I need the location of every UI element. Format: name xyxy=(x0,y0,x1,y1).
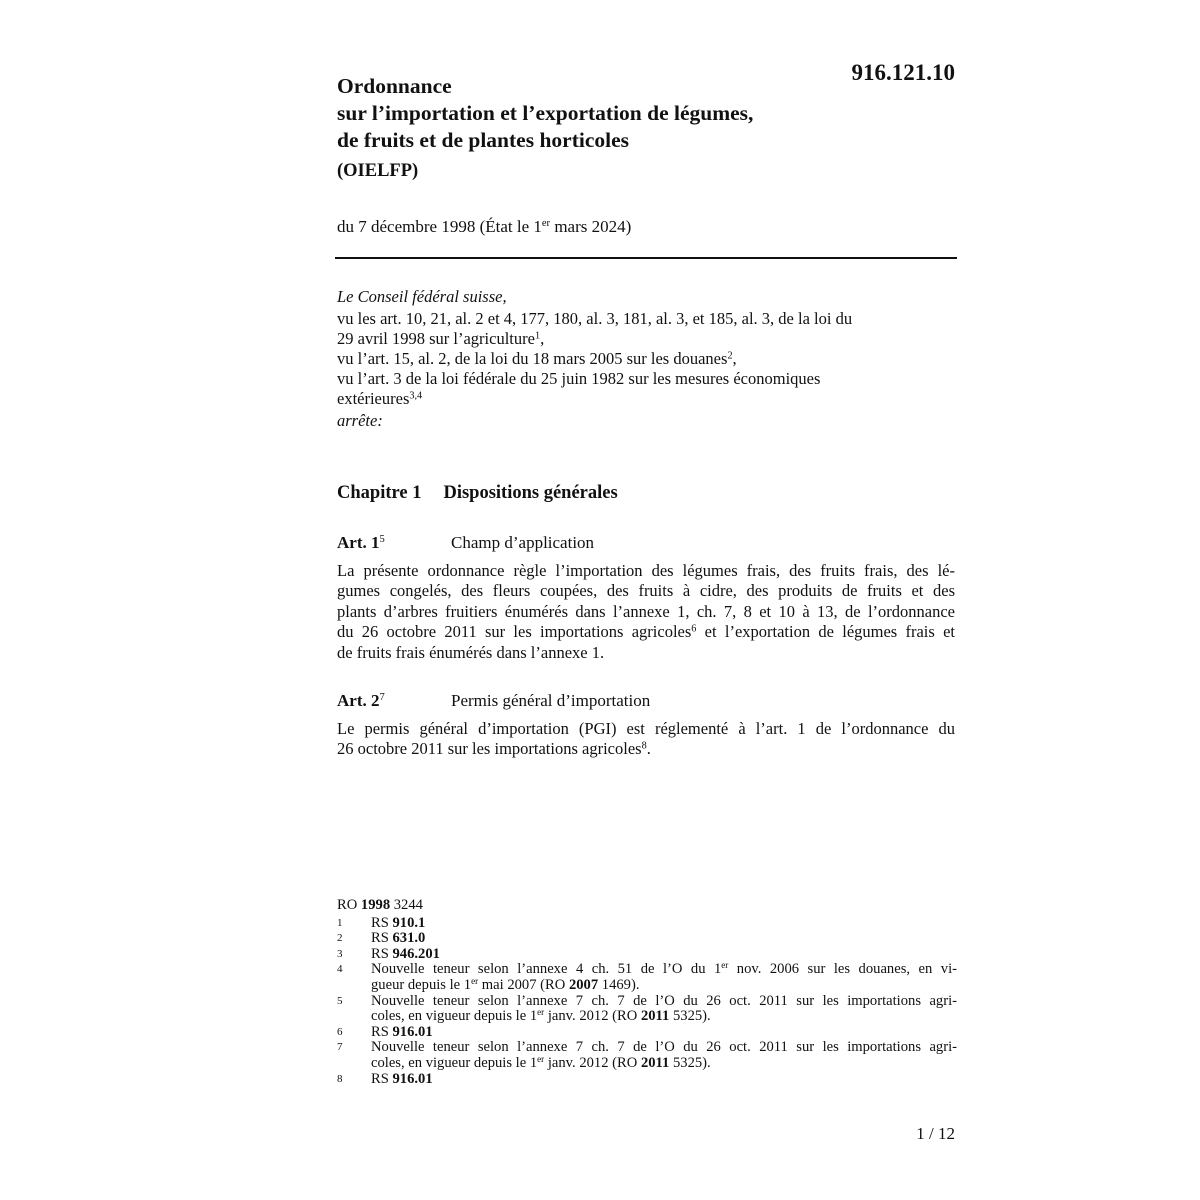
text-line: de fruits frais énumérés dans l’annexe 1. xyxy=(337,642,605,662)
article-title: Permis général d’importation xyxy=(451,691,651,710)
footnote-text: RS 916.01 xyxy=(371,1023,433,1040)
article-heading xyxy=(337,691,957,711)
footnote-ref[interactable]: 2 xyxy=(727,350,733,362)
footnote-text: Nouvelle teneur selon l’annexe 7 ch. 7 de l’O du 26 oct. 2011 sur les importations agri- xyxy=(371,1039,957,1056)
footnote-ref[interactable]: 5 xyxy=(379,534,385,546)
footnote-text: RS 916.01 xyxy=(371,1070,433,1087)
footnote-ref[interactable]: 6 xyxy=(691,623,697,635)
footnote-ref[interactable]: 3,4 xyxy=(409,390,423,402)
issuer: Le Conseil fédéral suisse, xyxy=(337,287,507,306)
text-line: La présente ordonnance règle l’importation des légumes frais, des fruits frais, des lé- xyxy=(337,561,955,580)
footnote-ref[interactable]: 1 xyxy=(534,330,541,342)
footnote xyxy=(337,1040,957,1071)
footnote-number: 1 xyxy=(337,916,343,929)
footnote-number: 8 xyxy=(337,1072,343,1085)
footnote-ref[interactable]: 7 xyxy=(379,692,385,704)
official-compilation-ref: RO 1998 3244 xyxy=(337,897,423,913)
footnote-number: 5 xyxy=(337,994,343,1007)
text-line: Le permis général d’importation (PGI) est réglementé à l’art. 1 de l’ordonnance du xyxy=(337,719,955,738)
decree-word: arrête: xyxy=(337,411,383,430)
footnote-text: RS 946.201 xyxy=(371,945,440,962)
legal-basis-line: vu l’art. 3 de la loi fédérale du 25 juin 1982 sur les mesures économiques xyxy=(337,369,821,388)
article-body xyxy=(337,719,955,760)
footnote xyxy=(337,916,957,932)
title-line: sur l’importation et l’exportation de légumes, xyxy=(337,101,754,125)
header-divider xyxy=(335,257,957,259)
footnote xyxy=(337,962,957,993)
footnote xyxy=(337,994,957,1025)
footnote-text: gueur depuis le 1er mai 2007 (RO 2007 1469). xyxy=(371,976,640,993)
footnote xyxy=(337,1025,957,1041)
text-line: gumes congelés, des fleurs coupées, des fruits à cidre, des produits de fruits et des xyxy=(337,581,955,601)
title-line: Ordonnance xyxy=(337,74,452,98)
article-heading xyxy=(337,533,957,553)
title-line: de fruits et de plantes horticoles xyxy=(337,128,630,152)
footnotes xyxy=(337,898,957,1087)
footnote-number: 2 xyxy=(337,932,343,945)
footnote-text: RS 631.0 xyxy=(371,930,426,947)
footnote-text: Nouvelle teneur selon l’annexe 4 ch. 51 de l’O du 1er nov. 2006 sur les douanes, en vi- xyxy=(371,960,957,978)
article-number: Art. $2^7$ xyxy=(337,691,385,710)
footnote-number: 6 xyxy=(337,1025,343,1038)
footnote-ref[interactable]: 8 xyxy=(641,740,647,752)
text-line: 26 octobre 2011 sur les importations agricoles$^8$. xyxy=(337,739,651,759)
legal-basis-line: vu l’art. 15, al. 2, de la loi du 18 mars 2005 sur les douanes$^2$, xyxy=(337,349,737,368)
footnote-text: coles, en vigueur depuis le 1er janv. 2012 (RO 2011 5325). xyxy=(371,1007,711,1025)
article-title: Champ d’application xyxy=(451,533,595,552)
legal-basis-line: 29 avril 1998 sur l’agriculture$^1$, xyxy=(337,329,545,348)
footnote-text: Nouvelle teneur selon l’annexe 7 ch. 7 de l’O du 26 oct. 2011 sur les importations agri- xyxy=(371,992,957,1009)
footnote-text: coles, en vigueur depuis le 1er janv. 2012 (RO 2011 5325). xyxy=(371,1053,711,1071)
footnote xyxy=(337,1072,957,1088)
rs-number: 916.121.10 xyxy=(851,60,955,85)
footnote-number: 4 xyxy=(337,963,343,976)
article-number: Art. $1^5$ xyxy=(337,533,385,552)
footnote-number: 7 xyxy=(337,1041,343,1054)
ordinance-abbreviation: (OIELFP) xyxy=(337,161,419,181)
chapter-heading xyxy=(337,483,618,504)
text-line: plants d’arbres fruitiers énumérés dans l’annexe 1, ch. 7, 8 et 10 à 13, de l’ordonnance xyxy=(337,601,955,621)
chapter-title: Dispositions générales xyxy=(443,483,618,503)
chapter-number: Chapitre 1 xyxy=(337,483,422,503)
ordinance-title xyxy=(337,73,897,182)
page-number: 1 / 12 xyxy=(916,1124,955,1143)
preamble xyxy=(337,287,957,431)
text-line: du 26 octobre 2011 sur les importations agricoles$^6$ et l’exportation de légumes frais et xyxy=(337,622,956,642)
legal-basis-line: extérieures$^{3,4}$ xyxy=(337,389,423,408)
legal-basis-line: vu les art. 10, 21, al. 2 et 4, 177, 180, al. 3, 181, al. 3, et 185, al. 3, de la loi du xyxy=(337,309,853,328)
footnote-text: RS 910.1 xyxy=(371,914,426,931)
footnote xyxy=(337,931,957,947)
footnote-number: 3 xyxy=(337,947,343,960)
ordinance-date: du 7 décembre 1998 (État le 1er mars 2024) xyxy=(337,217,632,236)
legal-basis xyxy=(337,309,957,409)
article-body xyxy=(337,561,955,663)
